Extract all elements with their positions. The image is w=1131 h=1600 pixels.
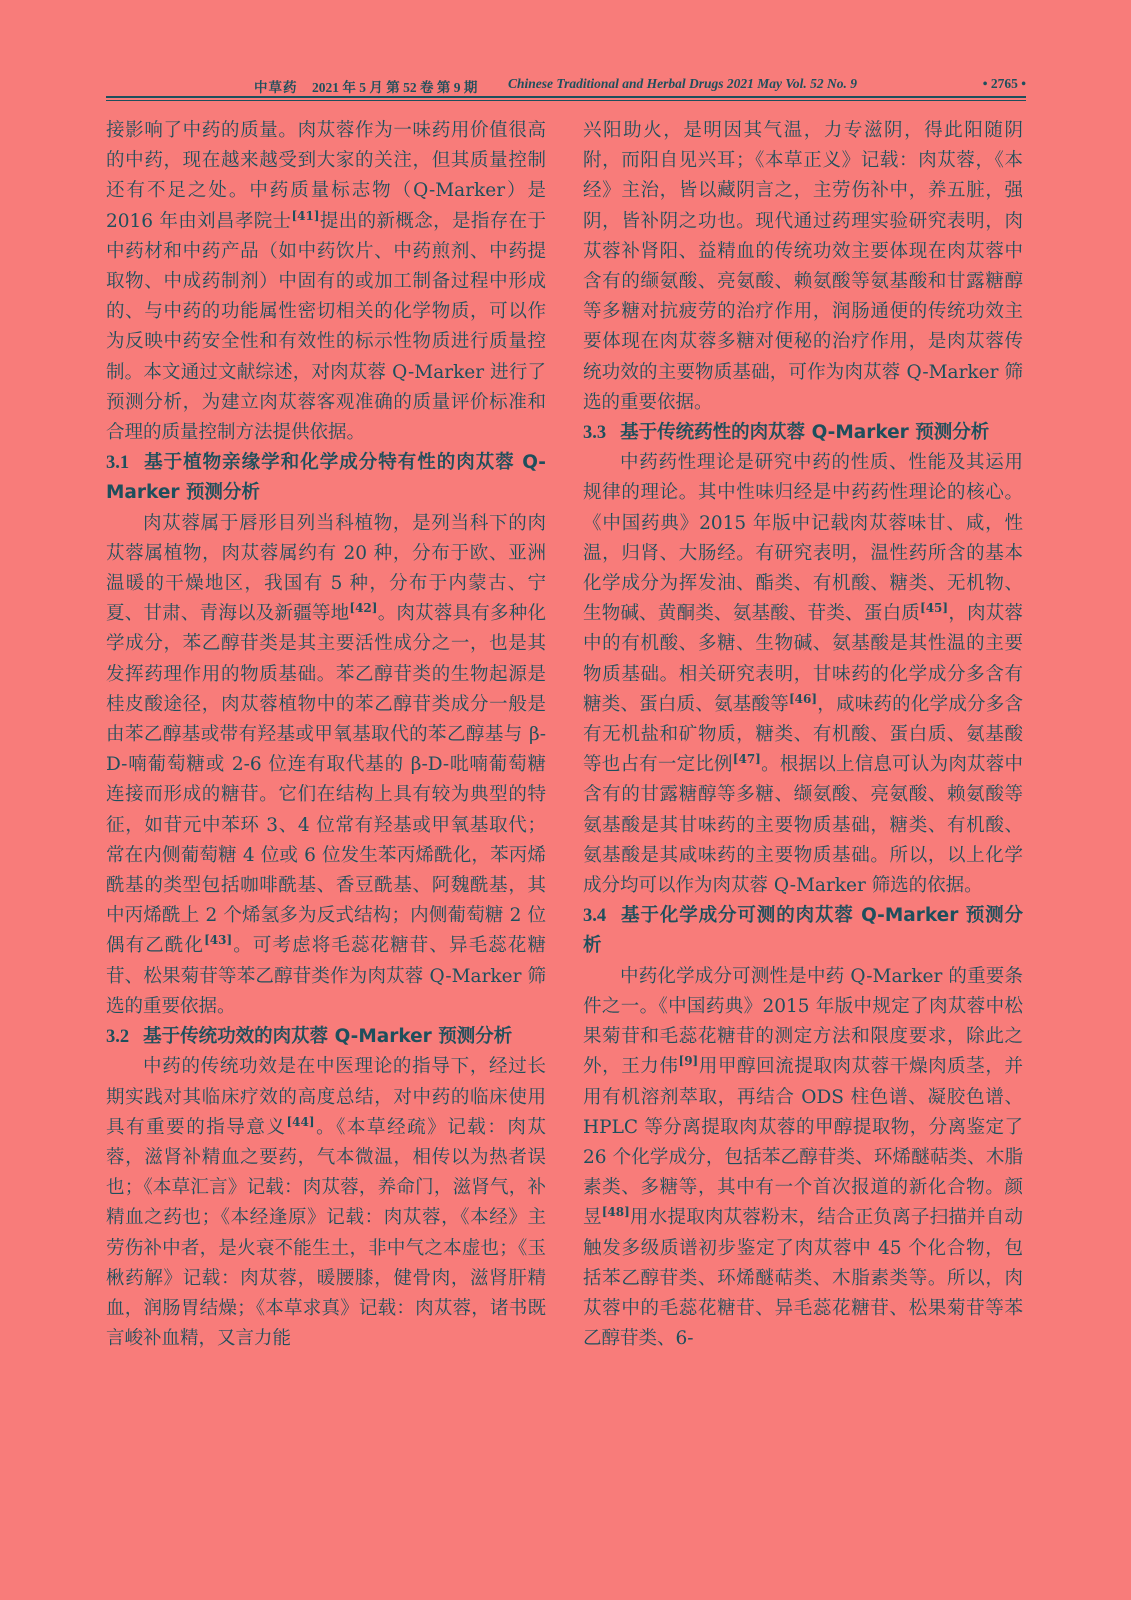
issue-info-english: Chinese Traditional and Herbal Drugs 2021 May Vol. 52 No. 9 <box>508 76 858 91</box>
section-heading-3-4: 3.4 基于化学成分可测的肉苁蓉 Q-Marker 预测分析 <box>583 905 1023 957</box>
citation: [48] <box>601 1205 630 1220</box>
page-number: • 2765 • <box>982 76 1026 91</box>
paragraph-3-4: 中药化学成分可测性是中药 Q-Marker 的重要条件之一。《中国药典》2015 年版中规定了肉苁蓉中松果菊苷和毛蕊花糖苷的测定方法和限度要求，除此之外，王力伟[9]用甲醇回流提取肉苁蓉干燥肉质茎，并用有机溶剂萃取，再结合 ODS 柱色谱、凝胶色谱、HPLC 等分离提取肉苁蓉的甲醇提取物，分离鉴定了 26 个化学成分，包括苯乙醇苷类、环烯醚萜类、木脂素类、多糖等，其中有一个首次报道的新化合物。颜昱[48]用水提取肉苁蓉粉末，结合正负离子扫描并自动触发多级质谱初步鉴定了肉苁蓉中 45 个化合物，包括苯乙醇苷类、环烯醚萜类、木脂素类等。所以，肉苁蓉中的毛蕊花糖苷、异毛蕊花糖苷、松果菊苷等苯乙醇苷类、6- <box>583 965 1023 1350</box>
paragraph-3-3: 中药药性理论是研究中药的性质、性能及其运用规律的理论。其中性味归经是中药药性理论的核心。《中国药典》2015 年版中记载肉苁蓉味甘、咸，性温，归肾、大肠经。有研究表明，温性药所含的基本化学成分为挥发油、酯类、有机酸、糖类、无机物、生物碱、黄酮类、氨基酸、苷类、蛋白质[45]，肉苁蓉中的有机酸、多糖、生物碱、氨基酸是其性温的主要物质基础。相关研究表明，甘味药的化学成分多含有糖类、蛋白质、氨基酸等[46]，咸味药的化学成分多含有无机盐和矿物质，糖类、有机酸、蛋白质、氨基酸等也占有一定比例[47]。根据以上信息可认为肉苁蓉中含有的甘露糖醇等多糖、缬氨酸、亮氨酸、赖氨酸等氨基酸是其甘味药的主要物质基础，糖类、有机酸、氨基酸是其咸味药的主要物质基础。所以，以上化学成分均可以作为肉苁蓉 Q-Marker 筛选的依据。 <box>583 452 1023 897</box>
issue-info-chinese: 2021 年 5 月 第 52 卷 第 9 期 <box>312 80 478 95</box>
paragraph-3-2-continued: 兴阳助火，是明因其气温，力专滋阴，得此阳随阴附，而阳自见兴耳；《本草正义》记载：肉苁蓉，《本经》主治，皆以藏阴言之，主劳伤补中，养五脏，强阴，皆补阴之功也。现代通过药理实验研究表明，肉苁蓉补肾阳、益精血的传统功效主要体现在肉苁蓉中含有的缬氨酸、亮氨酸、赖氨酸等氨基酸和甘露糖醇等多糖对抗疲劳的治疗作用，润肠通便的传统功效主要体现在肉苁蓉多糖对便秘的治疗作用，是肉苁蓉传统功效的主要物质基础，可作为肉苁蓉 Q-Marker 筛选的重要依据。 <box>583 120 1023 413</box>
citation: [44] <box>286 1114 315 1129</box>
citation: [9] <box>678 1054 699 1069</box>
citation: [46] <box>788 691 818 706</box>
section-heading-3-1: 3.1 基于植物亲缘学和化学成分特有性的肉苁蓉 Q-Marker 预测分析 <box>106 452 546 504</box>
section-heading-3-3: 3.3 基于传统药性的肉苁蓉 Q-Marker 预测分析 <box>583 422 990 444</box>
paragraph-intro-continued: 接影响了中药的质量。肉苁蓉作为一味药用价值很高的中药，现在越来越受到大家的关注，但其质量控制还有不足之处。中药质量标志物（Q-Marker）是 2016 年由刘昌孝院士[41]提出的新概念，是指存在于中药材和中药产品（如中药饮片、中药煎剂、中药提取物、中成药制剂）中固有的或加工制备过程中形成的、与中药的功能属性密切相关的化学物质，可以作为反映中药安全性和有效性的标示性物质进行质量控制。本文通过文献综述，对肉苁蓉 Q-Marker 进行了预测分析，为建立肉苁蓉客观准确的质量评价标准和合理的质量控制方法提供依据。 <box>106 120 546 444</box>
right-column <box>583 116 1023 1354</box>
header-rule-thick <box>106 96 1026 98</box>
journal-logo: 中草药 <box>254 80 298 95</box>
citation: [42] <box>349 601 378 616</box>
citation: [43] <box>204 933 233 948</box>
citation: [47] <box>732 752 761 767</box>
paragraph-3-2: 中药的传统功效是在中医理论的指导下，经过长期实践对其临床疗效的高度总结，对中药的临床使用具有重要的指导意义[44]。《本草经疏》记载：肉苁蓉，滋肾补精血之要药，气本微温，相传以为热者误也；《本草汇言》记载：肉苁蓉，养命门，滋肾气，补精血之药也；《本经逢原》记载：肉苁蓉，《本经》主劳伤补中者，是火衰不能生土，非中气之本虚也；《玉楸药解》记载：肉苁蓉，暖腰膝，健骨肉，滋肾肝精血，润肠胃结燥；《本草求真》记载：肉苁蓉，诸书既言峻补血精，又言力能 <box>106 1056 546 1350</box>
running-header <box>108 76 1026 96</box>
citation: [41] <box>291 208 320 223</box>
section-heading-3-2: 3.2 基于传统功效的肉苁蓉 Q-Marker 预测分析 <box>106 1026 513 1048</box>
citation: [45] <box>920 601 949 616</box>
header-rule-thin <box>106 100 1026 101</box>
paragraph-3-1: 肉苁蓉属于唇形目列当科植物，是列当科下的肉苁蓉属植物，肉苁蓉属约有 20 种，分布于欧、亚洲温暖的干燥地区，我国有 5 种，分布于内蒙古、宁夏、甘肃、青海以及新疆等地[42]。肉苁蓉具有多种化学成分，苯乙醇苷类是其主要活性成分之一，也是其发挥药理作用的物质基础。苯乙醇苷类的生物起源是桂皮酸途径，肉苁蓉植物中的苯乙醇苷类成分一般是由苯乙醇基或带有羟基或甲氧基取代的苯乙醇基与 β-D-喃葡萄糖或 2-6 位连有取代基的 β-D-吡喃葡萄糖连接而形成的糖苷。它们在结构上具有较为典型的特征，如苷元中苯环 3、4 位常有羟基或甲氧基取代；常在内侧葡萄糖 4 位或 6 位发生苯丙烯酰化，苯丙烯酰基的类型包括咖啡酰基、香豆酰基、阿魏酰基，其中丙烯酰上 2 个烯氢多为反式结构；内侧葡萄糖 2 位偶有乙酰化[43]。可考虑将毛蕊花糖苷、异毛蕊花糖苷、松果菊苷等苯乙醇苷类作为肉苁蓉 Q-Marker 筛选的重要依据。 <box>106 512 546 1017</box>
left-column <box>106 116 546 1354</box>
